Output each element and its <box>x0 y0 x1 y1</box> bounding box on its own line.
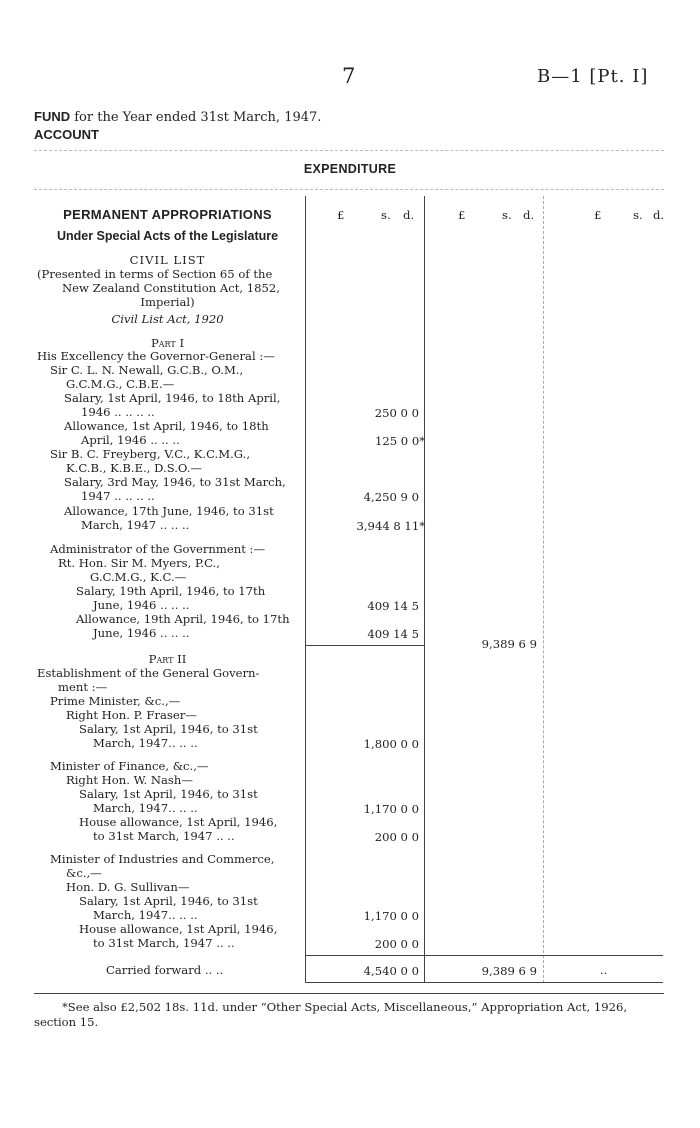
section-title: PERMANENT APPROPRIATIONS <box>63 207 272 222</box>
p2-amount: 1,800 0 0 <box>363 737 419 751</box>
carried-forward-col1: 4,540 0 0 <box>363 964 419 978</box>
fund-period: for the Year ended 31st March, 1947. <box>70 110 322 125</box>
col2-pound-heading: £ <box>458 208 466 222</box>
carried-forward-rule <box>306 955 663 956</box>
p1-amount: 409 14 5 <box>367 599 419 613</box>
p2-line: to 31st March, 1947 .. .. <box>93 936 235 950</box>
p1-amount: 125 0 0* <box>374 434 425 448</box>
header-rule <box>34 150 664 151</box>
p1-line: April, 1946 .. .. .. <box>81 433 180 447</box>
p1-line: Salary, 3rd May, 1946, to 31st March, <box>64 475 286 489</box>
p2-line: House allowance, 1st April, 1946, <box>79 815 278 829</box>
col1-pound-heading: £ <box>337 208 345 222</box>
p1-line: Administrator of the Government :— <box>50 542 266 556</box>
part-1-subtotal-rule <box>306 645 424 646</box>
p1-line: His Excellency the Governor-General :— <box>37 349 275 363</box>
p1-line: June, 1946 .. .. .. <box>93 626 190 640</box>
section-subtitle: Under Special Acts of the Legislature <box>56 229 279 243</box>
col3-s-heading: s. <box>633 208 643 222</box>
table-top-rule <box>34 189 664 190</box>
carried-forward-label: Carried forward .. .. <box>106 963 224 977</box>
col3-d-heading: d. <box>653 208 665 222</box>
col1-d-heading: d. <box>403 208 415 222</box>
fund-label: FUND <box>34 109 71 124</box>
p1-amount: 409 14 5 <box>367 627 419 641</box>
part-2-label: Part II <box>148 652 187 666</box>
p1-line: Allowance, 19th April, 1946, to 17th <box>76 612 290 626</box>
p1-line: 1946 .. .. .. .. <box>81 405 155 419</box>
presented-line-3: Imperial) <box>140 295 195 309</box>
page-number: 7 <box>342 64 356 88</box>
table-bottom-rule <box>306 982 663 983</box>
p2-line: Establishment of the General Govern- <box>37 666 260 680</box>
p2-line: March, 1947.. .. .. <box>93 801 198 815</box>
p2-line: Salary, 1st April, 1946, to 31st <box>79 894 258 908</box>
document-reference: B—1 [Pt. I] <box>537 66 649 87</box>
expenditure-heading: EXPENDITURE <box>303 162 397 176</box>
p2-amount: 1,170 0 0 <box>363 909 419 923</box>
footnote-rule <box>34 993 664 994</box>
p1-line: Allowance, 17th June, 1946, to 31st <box>64 504 274 518</box>
col2-s-heading: s. <box>502 208 512 222</box>
p2-line: House allowance, 1st April, 1946, <box>79 922 278 936</box>
p1-line: G.C.M.G., C.B.E.— <box>66 377 175 391</box>
part-1-total: 9,389 6 9 <box>481 637 537 651</box>
p1-line: Sir C. L. N. Newall, G.C.B., O.M., <box>50 363 244 377</box>
p2-line: Salary, 1st April, 1946, to 31st <box>79 787 258 801</box>
p1-line: G.C.M.G., K.C.— <box>90 570 187 584</box>
p1-line: Salary, 19th April, 1946, to 17th <box>76 584 266 598</box>
p2-line: Minister of Finance, &c.,— <box>50 759 209 773</box>
p2-line: Prime Minister, &c.,— <box>50 694 181 708</box>
footnote-line-1: *See also £2,502 18s. 11d. under “Other Special Acts, Miscellaneous,” Appropriation Act, 1926, <box>62 1000 628 1014</box>
p2-line: to 31st March, 1947 .. .. <box>93 829 235 843</box>
part-1-label: Part I <box>150 336 185 350</box>
fund-heading <box>34 109 321 125</box>
p1-amount: 3,944 8 11* <box>356 519 425 533</box>
p1-line: Sir B. C. Freyberg, V.C., K.C.M.G., <box>50 447 251 461</box>
p2-line: Hon. D. G. Sullivan— <box>66 880 190 894</box>
p2-line: Salary, 1st April, 1946, to 31st <box>79 722 258 736</box>
p1-line: Rt. Hon. Sir M. Myers, P.C., <box>58 556 220 570</box>
col1-s-heading: s. <box>381 208 391 222</box>
p2-line: Right Hon. W. Nash— <box>66 773 193 787</box>
column-rule-1 <box>305 196 306 983</box>
col2-d-heading: d. <box>523 208 535 222</box>
column-rule-3 <box>543 196 544 983</box>
column-rule-2 <box>424 196 425 983</box>
col3-pound-heading: £ <box>594 208 602 222</box>
presented-line-2: New Zealand Constitution Act, 1852, <box>62 281 280 295</box>
p1-line: K.C.B., K.B.E., D.S.O.— <box>66 461 203 475</box>
civil-list-heading: CIVIL LIST <box>129 253 206 267</box>
p2-amount: 200 0 0 <box>374 830 419 844</box>
account-heading: ACCOUNT <box>34 127 99 142</box>
p1-amount: 4,250 9 0 <box>363 490 419 504</box>
p1-line: June, 1946 .. .. .. <box>93 598 190 612</box>
p2-amount: 200 0 0 <box>374 937 419 951</box>
p1-line: March, 1947 .. .. .. <box>81 518 190 532</box>
p1-line: Allowance, 1st April, 1946, to 18th <box>64 419 269 433</box>
p1-line: Salary, 1st April, 1946, to 18th April, <box>64 391 281 405</box>
p1-line: 1947 .. .. .. .. <box>81 489 155 503</box>
p2-amount: 1,170 0 0 <box>363 802 419 816</box>
presented-line-1: (Presented in terms of Section 65 of the <box>37 267 273 281</box>
p1-amount: 250 0 0 <box>374 406 419 420</box>
p2-line: Minister of Industries and Commerce, <box>50 852 275 866</box>
carried-forward-col3: .. <box>600 963 608 977</box>
p2-line: &c.,— <box>66 866 102 880</box>
p2-line: March, 1947.. .. .. <box>93 736 198 750</box>
footnote-line-2: section 15. <box>34 1015 99 1029</box>
act-reference: Civil List Act, 1920 <box>111 312 224 326</box>
p2-line: ment :— <box>58 680 108 694</box>
p2-line: March, 1947.. .. .. <box>93 908 198 922</box>
p2-line: Right Hon. P. Fraser— <box>66 708 197 722</box>
carried-forward-col2: 9,389 6 9 <box>481 964 537 978</box>
